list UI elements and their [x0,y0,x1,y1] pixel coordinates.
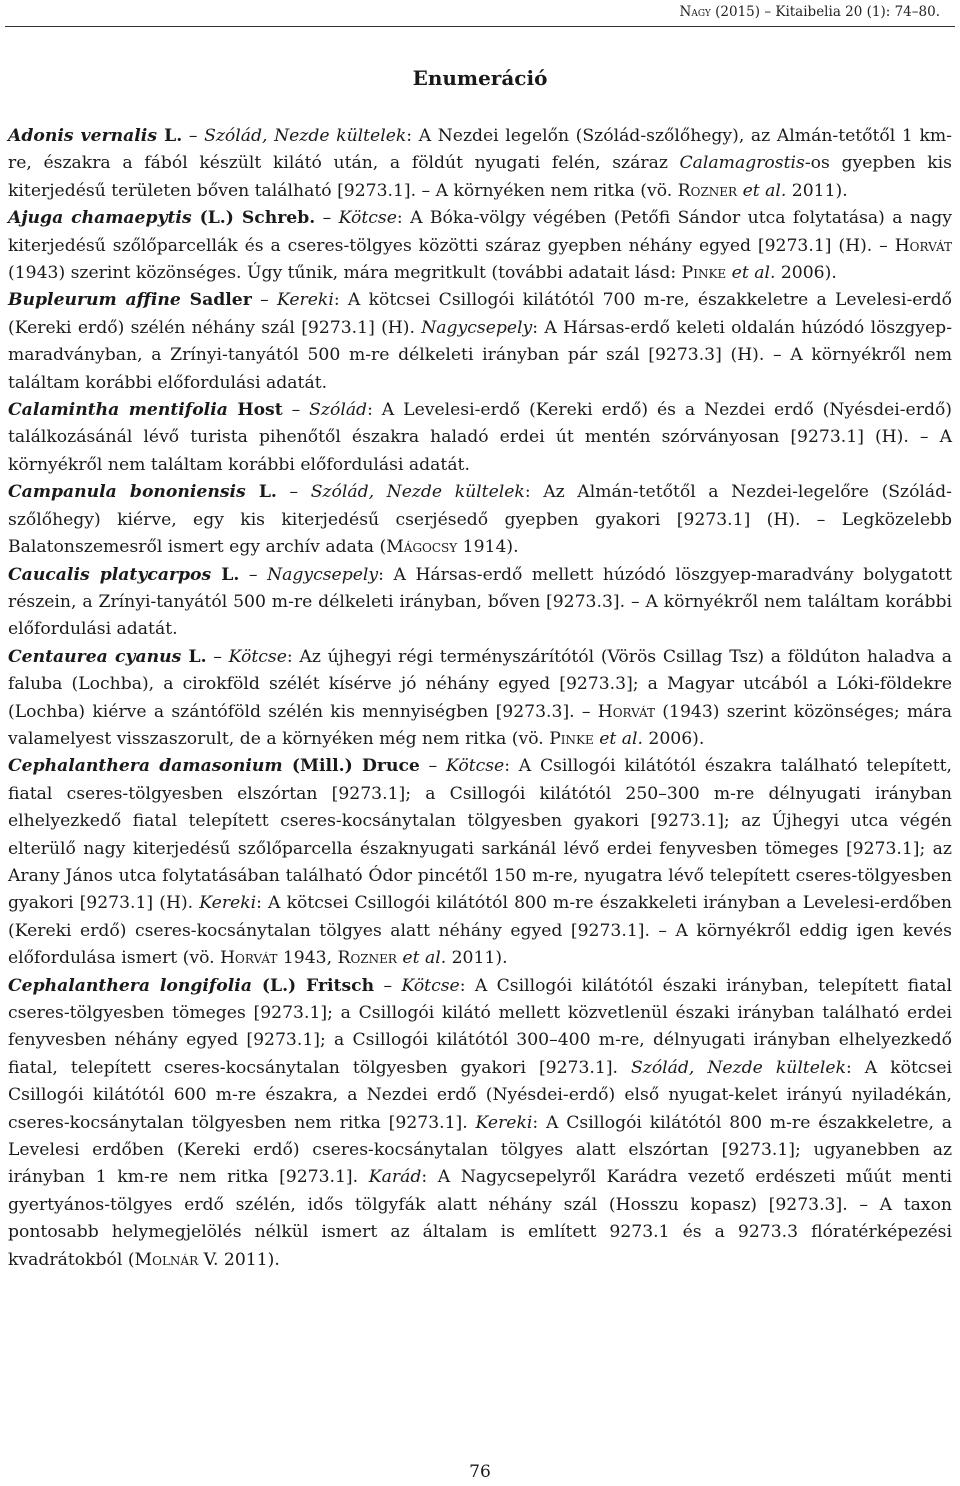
italic-text: Szólád [309,400,368,421]
section-title: Enumeráció [412,66,548,90]
entry-text: 2006). [642,728,705,749]
italic-text: Karád [368,1167,422,1188]
species-entry [8,397,952,479]
entry-text: – [182,126,205,146]
entry-text: : A Csillogói kilátótól 800 m-re északkeletre, a Levelesi erdőben (Kereki erdő) cseres-kocsánytalan tölgyes alatt elszórtan [9273.1]; ugyanebben az irányban 1 km-re nem ritka [9273.1]. [8,1112,952,1188]
italic-text: Kötcse [401,975,460,996]
entry-text: : A Hársas-erdő mellett húzódó löszgyep-maradvány bolygatott részein, a Zrínyi-tanyától 500 m-re délkeleti irányban, bőven [9273.3]. – A környékről nem találtam korábbi előfordulási adatát. [8,564,952,640]
entry-text: – [419,756,446,777]
entry-text: – [239,564,268,585]
species-author: L. [181,646,207,667]
species-author: L. [245,482,277,503]
cited-author: Mágocsy [386,537,458,558]
italic-text: et al. [731,263,776,284]
cited-author: Horvát [894,235,952,256]
italic-text: et al. [599,728,643,749]
species-name: Cephalanthera longifolia [8,975,252,996]
cited-author: Molnár [134,1249,199,1270]
species-author: (L.) Fritsch [251,975,375,996]
italic-text: et al. [402,948,447,969]
entry-text: : Az újhegyi régi terményszárítótól (Vörös Csillag Tsz) a földúton haladva a faluba (Lochba), a cirokföld szélét kísérve jó néhány egyed [9273.3]; a Magyar utcából a Lóki-földekre (Lochba) kiérve a szántóföld szélén kis mennyiségben [9273.3]. – [8,646,952,722]
italic-text: Kereki [199,893,257,914]
species-entry [8,123,952,205]
entry-text: 1914). [457,537,519,558]
species-author: (L.) Schreb. [191,208,316,229]
species-entry [8,753,952,972]
entry-text: : A Nezdei legelőn (Szólád-szőlőhegy), az Almán-tetőtől 1 km-re, északra a fából készült kilátó után, a földút nyugati felén, száraz [8,126,952,174]
species-author: Sadler [180,290,252,311]
running-head [680,4,940,20]
entry-text: (1943) szerint közönséges; mára valamelyest visszaszorult, de a környéken még nem ritka (vö. [8,701,952,749]
species-author: L. [211,564,240,585]
entry-text: 1943, [277,948,338,969]
cited-author: Horvát [597,701,656,722]
species-name: Bupleurum affine [8,290,181,311]
species-entry [8,205,952,287]
page-number: 76 [469,1462,491,1482]
italic-text: Kötcse [228,646,287,667]
entry-text: 2011). [446,948,508,969]
entry-text: -os gyepben kis kiterjedésű területen bőven található [9273.1]. – A környéken nem ritka (vö. [8,153,952,201]
entry-text: – [374,975,402,996]
italic-text: Szólád, Nezde kültelek [631,1057,846,1078]
species-name: Ajuga chamaepytis [8,208,192,229]
entry-text: : A Nagycsepelyről Karádra vezető erdészeti műút menti gyertyános-tölgyes erdő szélén, idős tölgyfák alatt néhány szál (Hosszu kopasz) [9273.3]. – A taxon pontosabb helymegjelölés nélkül ismert az általam is említett 9273.1 és a 9273.3 flóratérképezési kvadrátokból ( [8,1167,952,1270]
species-list [8,123,952,1274]
species-author: Host [227,400,283,421]
cited-author: Pinke [549,728,594,749]
entry-text: : A kötcsei Csillogói kilátótól 800 m-re északkeleti irányban a Levelesi-erdőben (Kereki erdő) cseres-kocsánytalan tölgyes alatt néhány egyed [9273.1]. – A környékről eddig igen kevés előfordulása ismert (vö. [8,893,952,969]
cited-author: Rozner [677,180,738,201]
entry-text: 2006). [775,263,837,284]
entry-text: : Az Almán-tetőtől a Nezdei-legelőre (Szólád-szőlőhegy) kiérve, egy kis kiterjedésű cserjésedő gyepben gyakori [9273.1] (H). – Legközelebb Balatonszemesről ismert egy archív adata ( [8,482,952,558]
cited-author: Horvát [220,948,278,969]
header-rule [5,26,955,27]
species-author: (Mill.) Druce [282,756,420,777]
entry-text: 2011). [786,180,848,201]
entry-text: : A Csillogói kilátótól északra található telepített, fiatal cseres-tölgyesben elszórtan [9273.1]; a Csillogói kilátótól 250–300 m-re délnyugati irányban elhelyezkedő fiatal telepített cseres-kocsánytalan tölgyesben gyakori [9273.1]; az Újhegyi utca végén elterülő nagy kiterjedésű szőlőparcella északnyugati sarkánál lévő erdei fenyvesben tömeges [9273.1]; az Arany János utca folytatásában található Ódor pincétől 150 m-re, nyugatra lévő telepített cseres-tölgyesben gyakori [9273.1] (H). [8,756,952,914]
entry-text: – [276,482,311,503]
italic-text: Nagycsepely [267,564,379,585]
entry-text: – [282,400,310,421]
entry-text: : A Csillogói kilátótól északi irányban, telepített fiatal cseres-tölgyesben tömeges [9273.1]; a Csillogói kilátó mellett közvetlenül északi irányban található erdei fenyvesben néhány egyed [9273.1]; a Csillogói kilátótól 300–400 m-re, délnyugati irányban elhelyezkedő fiatal, telepített cseres-kocsánytalan tölgyesben gyakori [9273.1]. [8,975,952,1078]
italic-text: Calamagrostis [679,153,805,174]
italic-text: Nagycsepely [421,317,533,338]
species-author: L. [157,126,183,146]
species-name: Cephalanthera damasonium [8,756,283,777]
cited-author: Pinke [681,263,727,284]
entry-text: – [251,290,277,311]
italic-text: Kötcse [338,208,397,229]
species-entry [8,644,952,754]
entry-text: : A kötcsei Csillogói kilátótól 700 m-re, északkeletre a Levelesi-erdő (Kereki erdő) szélén néhány szál [9273.1] (H). [8,290,953,338]
italic-text: Kereki [276,290,334,311]
italic-text: Szólád, Nezde kültelek [310,482,525,503]
running-head-citation: (2015) – Kitaibelia 20 (1): 74–80. [710,4,940,20]
entry-text: : A Hársas-erdő keleti oldalán húzódó löszgyep-maradványban, a Zrínyi-tanyától 500 m-re délkeleti irányban pár szál [9273.3] (H). – A környékről nem találtam korábbi előfordulási adatát. [8,317,952,393]
cited-author: Rozner [337,948,397,969]
species-name: Centaurea cyanus [8,646,182,667]
entry-text: (1943) szerint közönséges. Úgy tűnik, mára megritkult (további adatait lásd: [8,263,682,284]
species-name: Campanula bononiensis [8,482,246,503]
species-entry [8,562,952,644]
italic-text: Kötcse [445,756,505,777]
species-name: Adonis vernalis [8,126,158,146]
species-entry [8,287,952,397]
species-name: Calamintha mentifolia [8,400,228,421]
species-entry [8,479,952,561]
italic-text: Kereki [475,1112,533,1133]
entry-text: : A Bóka-völgy végében (Petőfi Sándor utca folytatása) a nagy kiterjedésű szőlőparcellák és a cseres-tölgyes közötti száraz gyepben néhány egyed [9273.1] (H). – [8,208,952,256]
entry-text: : A Levelesi-erdő (Kereki erdő) és a Nezdei erdő (Nyésdei-erdő) találkozásánál lévő turista pihenőtől északra haladó erdei út mentén szórványosan [9273.1] (H). – A környékről nem találtam korábbi előfordulási adatát. [8,400,953,475]
entry-text: : A kötcsei Csillogói kilátótól 600 m-re északra, a Nezdei erdő (Nyésdei-erdő) első nyugat-kelet irányú nyiladékán, cseres-kocsánytalan tölgyesben nem ritka [9273.1]. [8,1057,953,1133]
entry-text: V. 2011). [198,1249,280,1270]
running-head-author: Nagy [679,4,711,20]
species-entry [8,973,952,1274]
entry-text: – [206,646,229,667]
species-name: Caucalis platycarpos [8,564,212,585]
italic-text: et al. [742,180,787,201]
italic-text: Szólád, Nezde kültelek [204,126,407,146]
entry-text: – [315,208,339,229]
